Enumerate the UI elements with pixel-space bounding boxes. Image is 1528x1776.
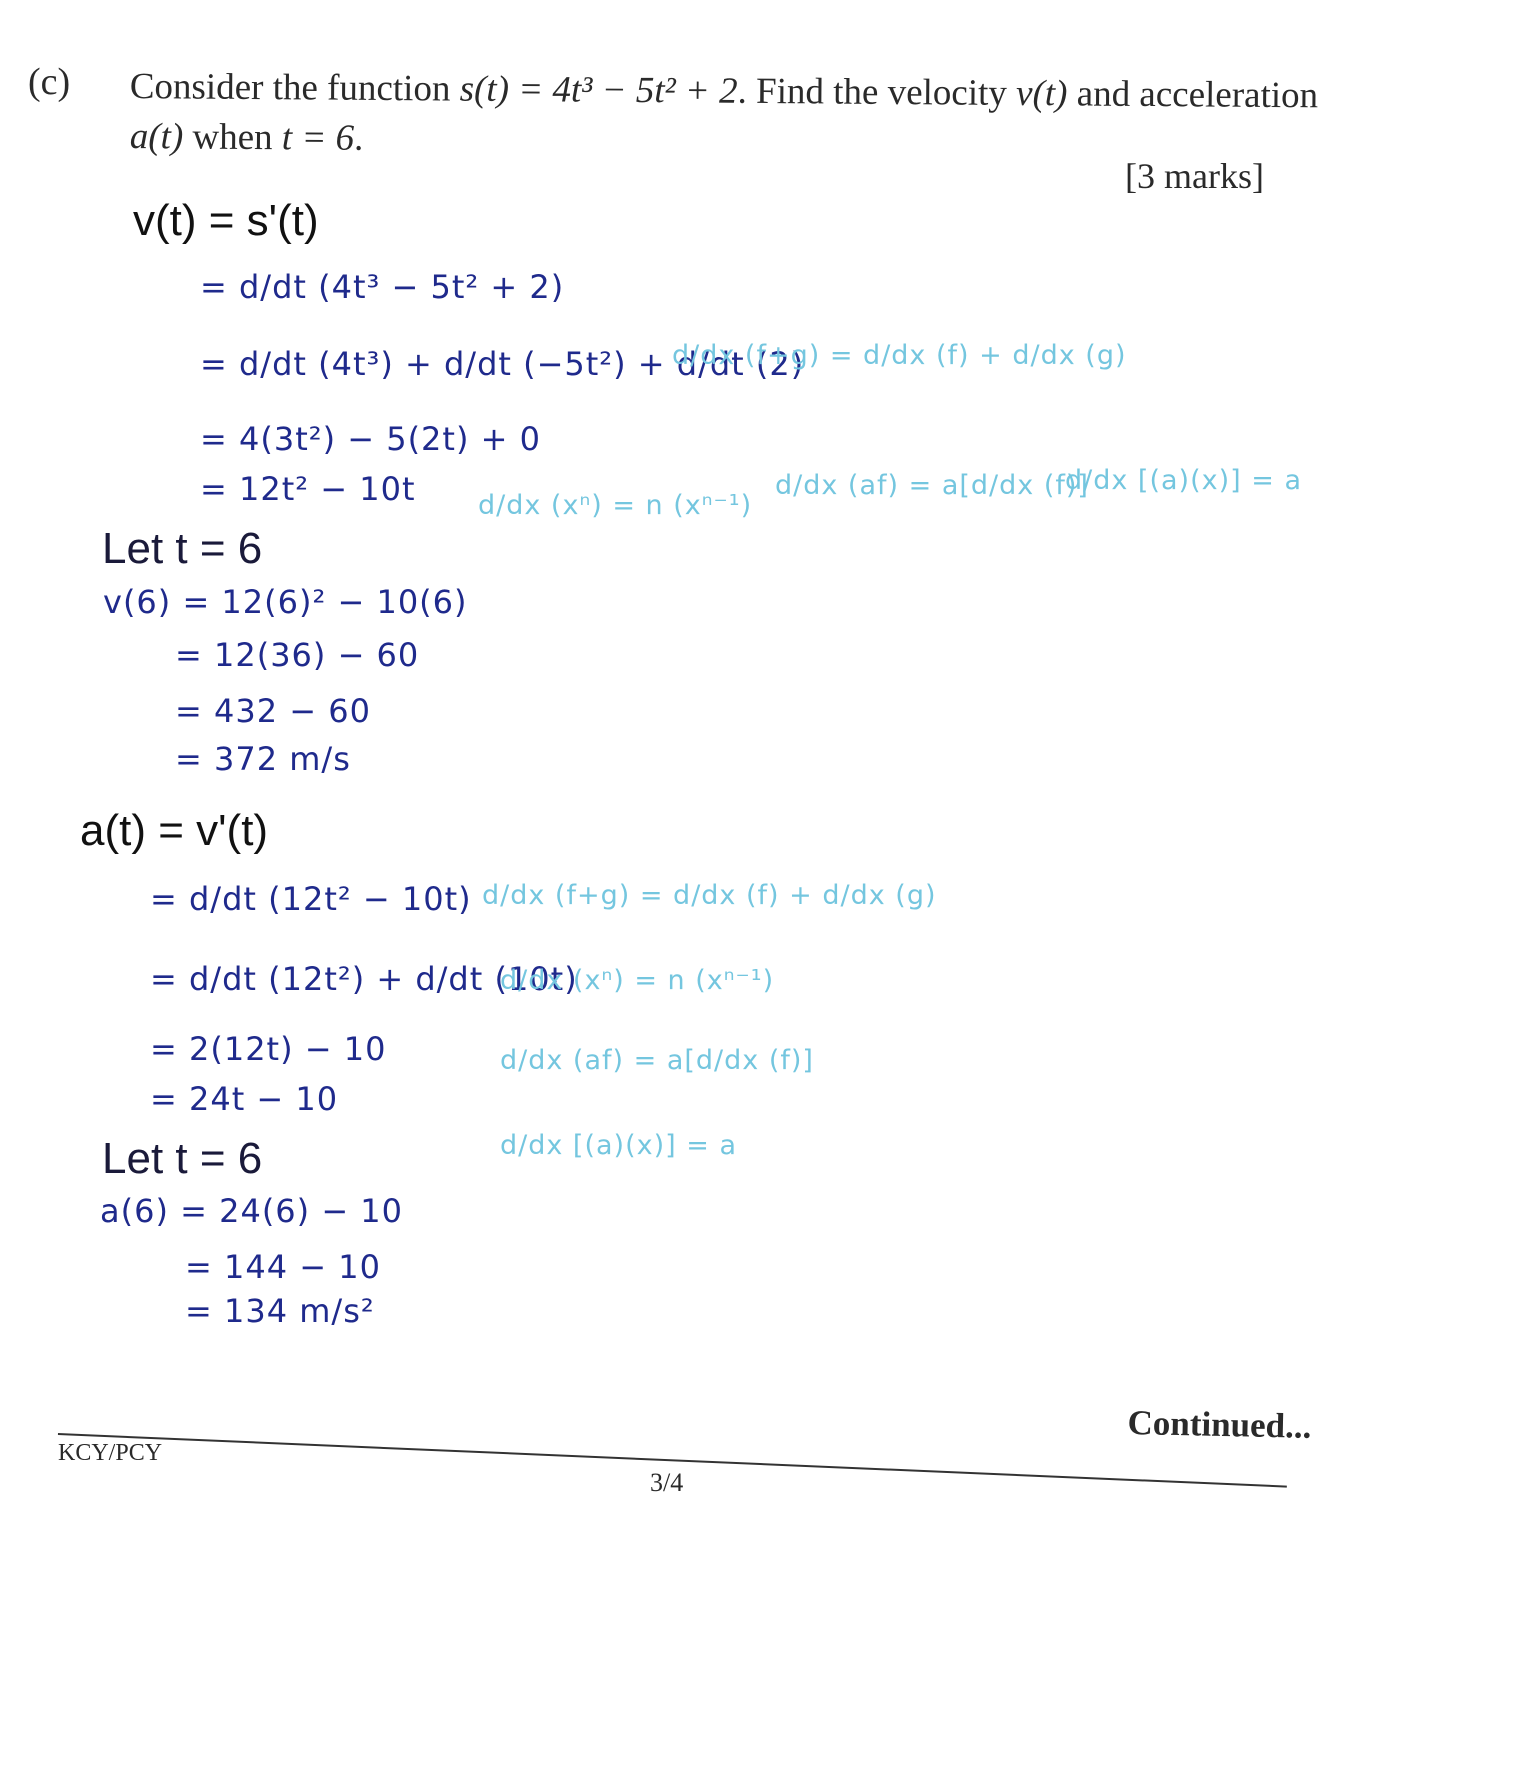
continued-label: Continued... <box>1127 1403 1312 1446</box>
velocity-rule-linear: d/dx [(a)(x)] = a <box>1065 465 1302 496</box>
question-label: (c) <box>28 61 71 103</box>
acceleration-rule-linear: d/dx [(a)(x)] = a <box>500 1130 737 1161</box>
velocity-step-1: = d/dt (4t³ − 5t² + 2) <box>200 268 565 306</box>
velocity-eval-2: = 12(36) − 60 <box>175 636 420 674</box>
velocity-eval-3: = 432 − 60 <box>175 692 371 730</box>
acceleration-symbol: a(t) <box>129 115 184 158</box>
velocity-step-2: = d/dt (4t³) + d/dt (−5t²) + d/dt (2) <box>200 345 805 383</box>
velocity-result: = 372 m/s <box>175 740 351 778</box>
question-when: when <box>192 116 273 159</box>
question-period: . <box>353 117 364 159</box>
velocity-eval-1: v(6) = 12(6)² − 10(6) <box>103 583 468 621</box>
velocity-rule-power: d/dx (xⁿ) = n (xⁿ⁻¹) <box>478 490 753 521</box>
acceleration-result: = 134 m/s² <box>185 1292 375 1330</box>
question-line-2 <box>130 112 364 164</box>
footer-code: KCY/PCY <box>58 1440 163 1466</box>
acceleration-heading: a(t) = v'(t) <box>80 806 269 855</box>
marks-label: [3 marks] <box>1125 156 1264 196</box>
question-text-end: and acceleration <box>1076 73 1319 117</box>
acceleration-eval-1: a(6) = 24(6) − 10 <box>100 1192 404 1230</box>
acceleration-let-label: Let t = 6 <box>102 1134 263 1183</box>
acceleration-rule-constant-multiple: d/dx (af) = a[d/dx (f)] <box>500 1045 814 1076</box>
condition-expression: t = 6 <box>281 117 355 159</box>
velocity-symbol: v(t) <box>1015 72 1068 115</box>
velocity-step-3: = 4(3t²) − 5(2t) + 0 <box>200 420 541 458</box>
question-text-start: Consider the function <box>129 65 451 110</box>
acceleration-step-3: = 2(12t) − 10 <box>150 1030 387 1068</box>
acceleration-step-1: = d/dt (12t² − 10t) <box>150 880 472 918</box>
page-number: 3/4 <box>650 1468 684 1497</box>
velocity-step-4: = 12t² − 10t <box>200 470 416 508</box>
acceleration-rule-power: d/dx (xⁿ) = n (xⁿ⁻¹) <box>500 965 775 996</box>
velocity-rule-constant-multiple: d/dx (af) = a[d/dx (f)] <box>775 470 1089 501</box>
function-expression: s(t) = 4t³ − 5t² + 2 <box>459 68 738 112</box>
question-text-mid: . Find the velocity <box>737 70 1008 114</box>
velocity-let-label: Let t = 6 <box>102 524 263 573</box>
acceleration-rule-sum: d/dx (f+g) = d/dx (f) + d/dx (g) <box>482 880 937 911</box>
acceleration-step-4: = 24t − 10 <box>150 1080 339 1118</box>
velocity-heading: v(t) = s'(t) <box>133 196 319 245</box>
velocity-rule-sum: d/dx (f+g) = d/dx (f) + d/dx (g) <box>672 340 1127 371</box>
acceleration-eval-2: = 144 − 10 <box>185 1248 381 1286</box>
acceleration-step-2: = d/dt (12t²) + d/dt (10t) <box>150 960 578 998</box>
